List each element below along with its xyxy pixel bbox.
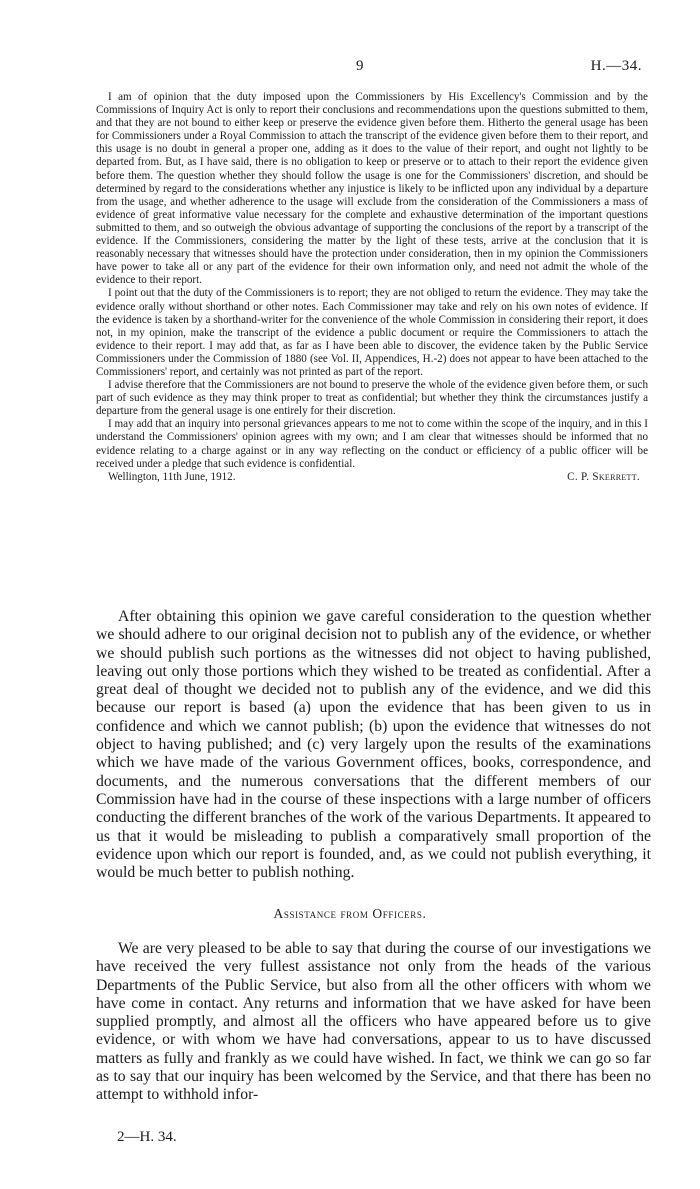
signature-place-date: Wellington, 11th June, 1912. xyxy=(108,470,236,483)
document-reference: H.—34. xyxy=(590,58,642,74)
signature-mark: 2—H. 34. xyxy=(117,1129,177,1145)
opinion-paragraph: I may add that an inquiry into personal grievances appears to me not to come within the scope of the inquiry, and in this I understand the Commissioners' opinion agrees with my own; and I am clear that witnesses should be informed that no evidence relating to a charge against or in any way reflecting on the conduct or efficiency of a public officer will be received under a pledge that such evidence is confidential. xyxy=(96,418,648,470)
legal-opinion-block xyxy=(96,91,648,484)
body-paragraph: After obtaining this opinion we gave careful consideration to the question whether we should adhere to our original decision not to publish any of the evidence, or whether we should publish such portions as the witnesses did not object to having published, leaving out only those portions which they wished to be treated as confidential. After a great deal of thought we decided not to publish any of the evidence, and we did this because our report is based (a) upon the evidence that has been given to us in confidence and which we cannot publish; (b) upon the evidence that witnesses do not object to having published; and (c) very largely upon the results of the examinations which we have made of the various Government offices, books, correspondence, and documents, and the numerous conversations that the different members of our Commission have had in the course of these inspections with a large number of officers conducting the different branches of the work of the various Departments. It appeared to us that it would be misleading to publish a comparatively small proportion of the evidence upon which our report is founded, and, as we could not publish everything, it would be much better to publish nothing. xyxy=(96,608,651,882)
opinion-signature xyxy=(96,471,648,484)
section-heading: Assistance from Officers. xyxy=(273,906,427,921)
body-section xyxy=(96,608,651,882)
opinion-paragraph: I point out that the duty of the Commissioners is to report; they are not obliged to return the evidence. They may take the evidence orally without shorthand or other notes. Each Commissioner may take and rely on his own notes of evidence. If the evidence is taken by a shorthand-writer for the convenience of the whole Commission in considering their report, it does not, in my opinion, make the transcript of the evidence a public document or require the Commissioners to attach the evidence to their report. I may add that, as far as I have been able to discover, the evidence taken by the Public Service Commissioners under the Commission of 1880 (see Vol. II, Appendices, H.-2) does not appear to have been attached to the Commissioners' report, and certainly was not printed as part of the report. xyxy=(96,287,648,378)
body-section-two xyxy=(96,940,651,1105)
page-header xyxy=(0,58,700,78)
signature-name: C. P. Skerrett. xyxy=(567,470,640,483)
opinion-paragraph: I advise therefore that the Commissioners are not bound to preserve the whole of the evidence given before them, or such part of such evidence as they may think proper to treat as confidential; but whether they think the circumstances justify a departure from the general usage is one entirely for their discretion. xyxy=(96,379,648,418)
body-paragraph: We are very pleased to be able to say that during the course of our investigations we have received the very fullest assistance not only from the heads of the various Departments of the Public Service, but also from all the other officers with whom we have come in contact. Any returns and information that we have asked for have been supplied promptly, and almost all the officers who have appeared before us to give evidence, or with whom we have had conversations, appear to us to have discussed matters as fully and frankly as we could have wished. In fact, we think we can go so far as to say that our inquiry has been welcomed by the Service, and that there has been no attempt to withhold infor- xyxy=(96,940,651,1104)
page-number: 9 xyxy=(356,58,364,74)
opinion-paragraph: I am of opinion that the duty imposed upon the Commissioners by His Excellency's Commission and by the Commissions of Inquiry Act is only to report their conclusions and recommendations upon the questions submitted to them, and that they are not bound to either keep or preserve the evidence given before them. Hitherto the general usage has been for Commissioners under a Royal Commission to attach the transcript of the evidence given before them to their report, and this usage is no doubt in general a proper one, adding as it does to the value of their report, and ought not lightly to be departed from. But, as I have said, there is no obligation to keep or preserve or to attach to their report the evidence given before them. The question whether they should follow the usage is one for the Commissioners' discretion, and should be determined by regard to the considerations whether any injustice is likely to be inflicted upon any individual by a departure from the usage, and whether adherence to the usage will exclude from the consideration of the Commissioners a mass of evidence of great informative value necessary for the complete and exhaustive determination of the important questions submitted to them, and so outweigh the obvious advantage of supporting the conclusions of the report by a transcript of the evidence. If the Commissioners, considering the matter by the light of these tests, arrive at the conclusion that it is reasonably necessary that witnesses should have the protection under consideration, then in my opinion the Commissioners have power to take all or any part of the evidence for their own information only, and need not admit the whole of the evidence to their report. xyxy=(96,91,648,287)
